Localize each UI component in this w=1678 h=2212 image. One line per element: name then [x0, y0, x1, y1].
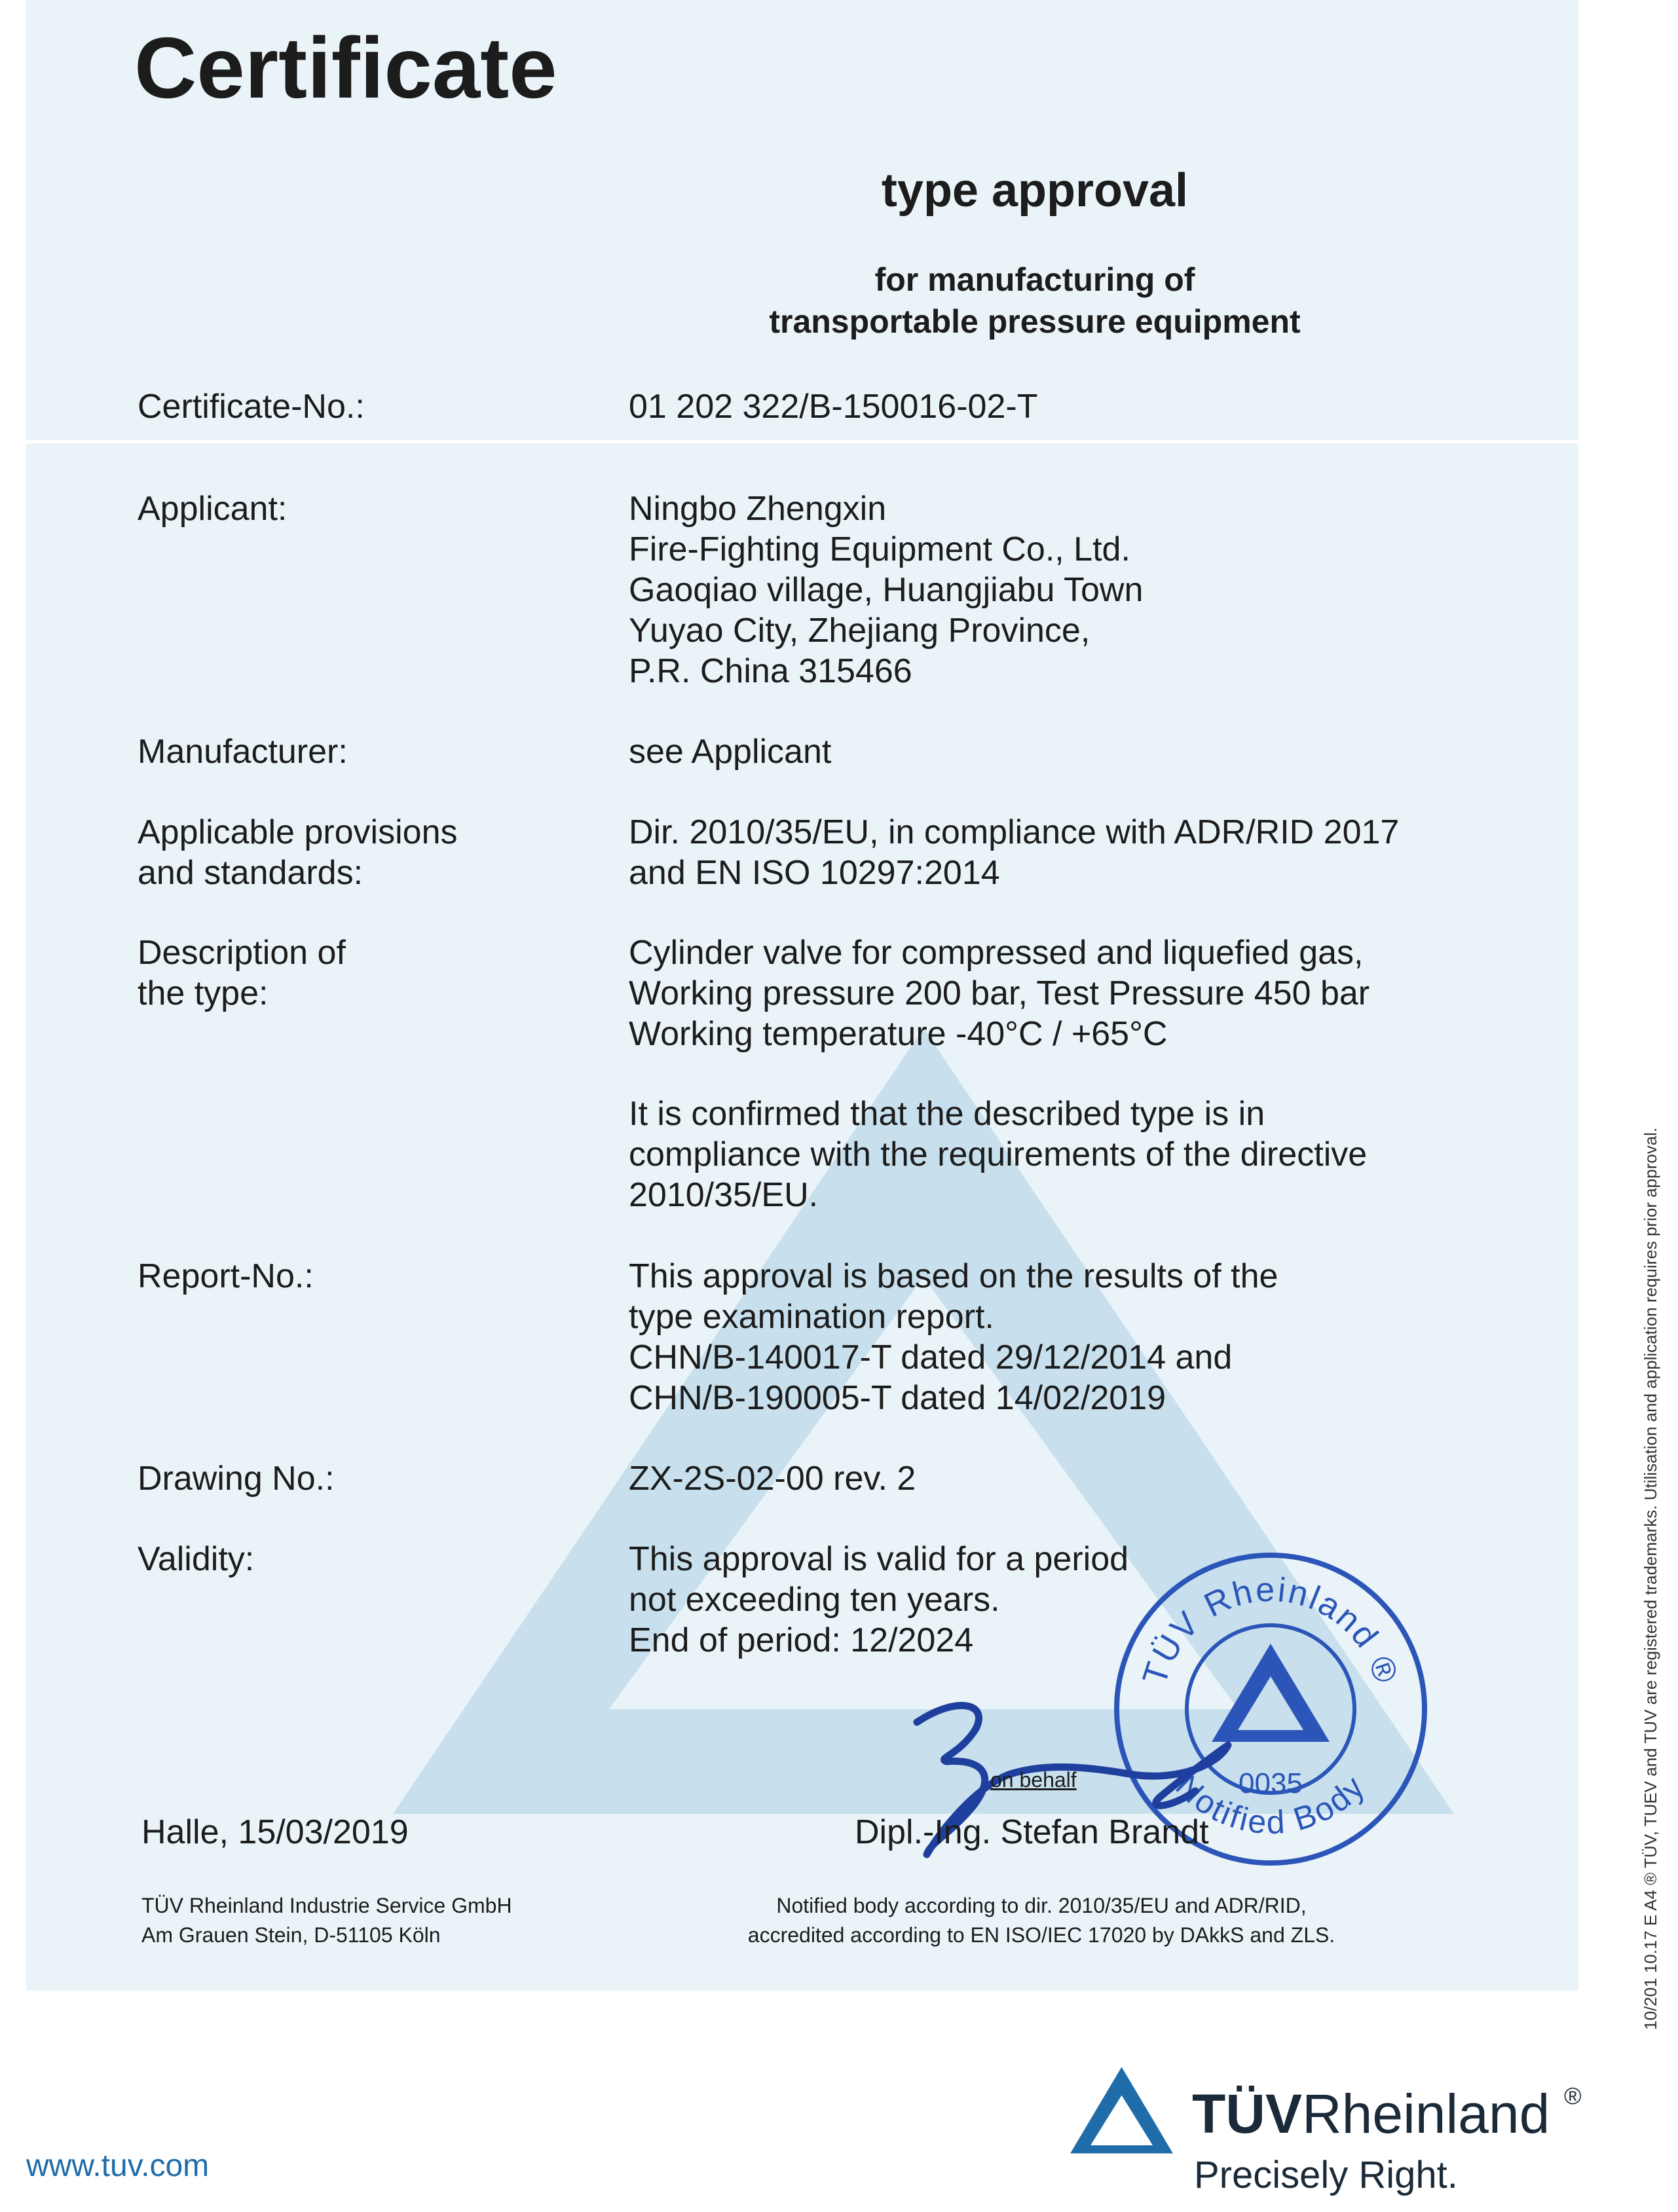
- description-label: the type:: [138, 974, 269, 1012]
- provisions-label: Applicable provisions: [138, 813, 458, 851]
- description-line: Working pressure 200 bar, Test Pressure 450 bar: [629, 974, 1370, 1012]
- trademark-side-note: 10/201 10.17 E A4 ® TÜV, TUEV and TUV are registered trademarks. Utilisation and application requires prior approval.: [1641, 1127, 1660, 2030]
- confirmation-line: compliance with the requirements of the directive: [629, 1135, 1368, 1173]
- scope-line: transportable pressure equipment: [769, 303, 1301, 340]
- brand-name-bold: TÜV: [1192, 2083, 1302, 2145]
- applicant-line: P.R. China 315466: [629, 652, 912, 690]
- certificate-no-value: 01 202 322/B-150016-02-T: [629, 388, 1038, 426]
- certificate-no-label: Certificate-No.:: [138, 388, 365, 426]
- divider: [26, 440, 1578, 443]
- validity-line: not exceeding ten years.: [629, 1581, 1000, 1619]
- drawing-no-value: ZX-2S-02-00 rev. 2: [629, 1460, 916, 1498]
- drawing-no-label: Drawing No.:: [138, 1460, 335, 1498]
- applicant-line: Fire-Fighting Equipment Co., Ltd.: [629, 530, 1130, 568]
- scope-line: for manufacturing of: [874, 261, 1195, 298]
- brand-name: [1192, 2082, 1550, 2146]
- registered-mark: ®: [1564, 2082, 1582, 2109]
- description-label: Description of: [138, 934, 346, 972]
- applicant-line: Yuyao City, Zhejiang Province,: [629, 612, 1091, 650]
- stamp-bottom-text: Notified Body: [1168, 1767, 1373, 1841]
- certificate-title: Certificate: [134, 20, 557, 116]
- brand-tagline: Precisely Right.: [1194, 2154, 1458, 2196]
- confirmation-line: It is confirmed that the described type is in: [629, 1095, 1265, 1133]
- notified-body-line: accredited according to EN ISO/IEC 17020 by DAkkS and ZLS.: [747, 1923, 1335, 1947]
- tuv-rheinland-logo: [1068, 2063, 1585, 2207]
- stamp-top-text: TÜV Rheinland ®: [1135, 1570, 1406, 1689]
- tuv-triangle-icon: [1068, 2063, 1176, 2158]
- manufacturer-value: see Applicant: [629, 733, 832, 771]
- stamp-number: 0035: [1239, 1767, 1303, 1799]
- provisions-line: and EN ISO 10297:2014: [629, 854, 1000, 892]
- confirmation-line: 2010/35/EU.: [629, 1176, 819, 1214]
- brand-name-regular: Rheinland: [1302, 2083, 1550, 2145]
- place-and-date: Halle, 15/03/2019: [141, 1813, 409, 1851]
- description-line: Cylinder valve for compressed and liquefied gas,: [629, 934, 1364, 972]
- report-no-label: Report-No.:: [138, 1257, 314, 1295]
- applicant-label: Applicant:: [138, 490, 288, 528]
- validity-line: This approval is valid for a period: [629, 1540, 1129, 1578]
- notified-body-line: Notified body according to dir. 2010/35/EU and ADR/RID,: [776, 1894, 1307, 1917]
- applicant-line: Ningbo Zhengxin: [629, 490, 887, 528]
- report-line: CHN/B-140017-T dated 29/12/2014 and: [629, 1338, 1233, 1376]
- report-line: CHN/B-190005-T dated 14/02/2019: [629, 1379, 1166, 1417]
- website-link[interactable]: www.tuv.com: [26, 2148, 210, 2183]
- issuer-line: Am Grauen Stein, D-51105 Köln: [141, 1923, 441, 1947]
- report-line: type examination report.: [629, 1298, 994, 1336]
- description-line: Working temperature -40°C / +65°C: [629, 1015, 1168, 1053]
- report-line: This approval is based on the results of the: [629, 1257, 1278, 1295]
- signatory-name: Dipl.-Ing. Stefan Brandt: [855, 1813, 1209, 1851]
- certificate-subtitle: type approval: [881, 164, 1189, 217]
- on-behalf-note: on behalf: [990, 1768, 1077, 1792]
- issuer-line: TÜV Rheinland Industrie Service GmbH: [141, 1894, 512, 1917]
- validity-line: End of period: 12/2024: [629, 1621, 974, 1659]
- provisions-label: and standards:: [138, 854, 364, 892]
- applicant-line: Gaoqiao village, Huangjiabu Town: [629, 571, 1144, 609]
- manufacturer-label: Manufacturer:: [138, 733, 348, 771]
- validity-label: Validity:: [138, 1540, 255, 1578]
- provisions-line: Dir. 2010/35/EU, in compliance with ADR/RID 2017: [629, 813, 1400, 851]
